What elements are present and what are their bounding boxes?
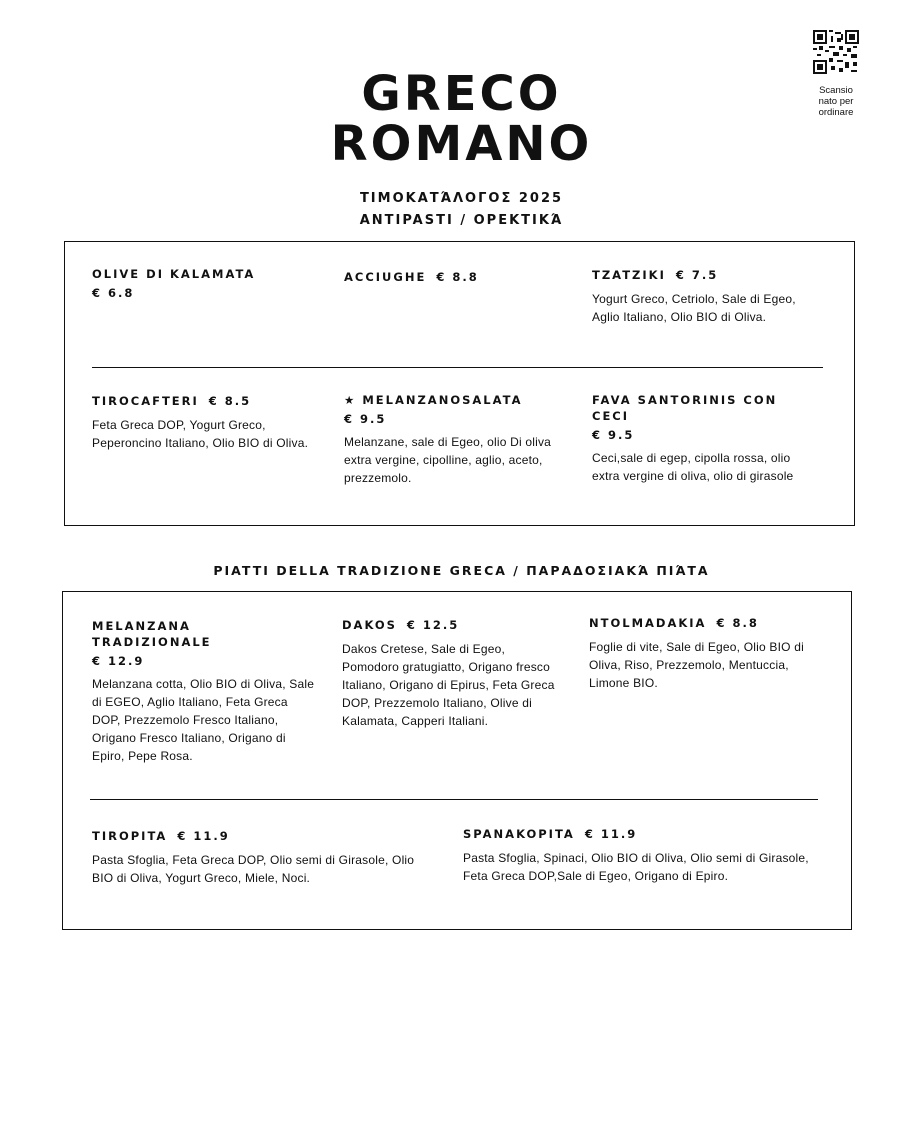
item-price: € 7.5 (675, 268, 719, 282)
menu-item-ntolmadakia[interactable] (589, 614, 814, 692)
section-title-antipasti: ANTIPASTI / ΟΡΕΚΤΙΚΆ (359, 213, 564, 228)
item-price: € 12.5 (406, 618, 460, 632)
menu-item-tiropita[interactable] (92, 827, 422, 887)
item-description: Melanzane, sale di Egeo, olio Di oliva extra vergine, cipolline, aglio, aceto, prezzemolo. (344, 435, 552, 485)
item-price: € 6.8 (92, 286, 135, 300)
item-name: DAKOS (342, 618, 397, 632)
item-name: ★ MELANZANOSALATA (344, 393, 523, 407)
item-name: TIROPITA (92, 829, 168, 843)
brand-title-line1: GRECO (361, 66, 562, 122)
menu-item-melanzana-tradizionale[interactable] (92, 618, 317, 765)
menu-item-tirocafteri[interactable] (92, 392, 322, 452)
section-divider (92, 367, 823, 368)
menu-item-tzatziki[interactable] (592, 266, 817, 326)
menu-item-olive-di-kalamata[interactable] (92, 266, 312, 301)
item-name: TZATZIKI (592, 268, 666, 282)
qr-caption-line: nato per (818, 96, 854, 107)
qr-code-icon[interactable] (813, 30, 859, 74)
item-description: Melanzana cotta, Olio BIO di Oliva, Sale di EGEO, Aglio Italiano, Feta Greca DOP, Prezzemolo Fresco Italiano, Origano Fresco Italiano, Origano di Epiro, Pepe Rosa. (92, 677, 315, 763)
item-description: Yogurt Greco, Cetriolo, Sale di Egeo, Aglio Italiano, Olio BIO di Oliva. (592, 292, 796, 324)
menu-item-spanakopita[interactable] (463, 825, 825, 885)
item-price: € 9.5 (592, 428, 635, 442)
menu-item-fava-santorinis[interactable] (592, 392, 817, 485)
item-description: Dakos Cretese, Sale di Egeo, Pomodoro gratugiatto, Origano fresco Italiano, Origano di Epirus, Feta Greca DOP, Prezzemolo Italiano, Olive di Kalamata, Capperi Italiani. (342, 642, 555, 728)
qr-caption (810, 85, 862, 118)
item-name: MELANZANA TRADIZIONALE (92, 619, 212, 649)
item-price: € 8.8 (716, 616, 759, 630)
item-name: OLIVE DI KALAMATA (92, 267, 256, 281)
item-name: SPANAKOPITA (463, 827, 575, 841)
item-price: € 8.8 (436, 270, 479, 284)
item-price: € 11.9 (584, 827, 638, 841)
item-name: FAVA SANTORINIS CON CECI (592, 393, 778, 423)
item-name: NTOLMADAKIA (589, 616, 707, 630)
item-price: € 11.9 (177, 829, 230, 843)
item-description: Feta Greca DOP, Yogurt Greco, Peperoncino Italiano, Olio BIO di Oliva. (92, 418, 309, 450)
item-name: ACCIUGHE (344, 270, 427, 284)
qr-caption-line: ordinare (818, 107, 854, 118)
menu-item-dakos[interactable] (342, 616, 564, 730)
item-name: TIROCAFTERI (92, 394, 199, 408)
item-price: € 9.5 (344, 412, 387, 426)
item-description: Pasta Sfoglia, Feta Greca DOP, Olio semi di Girasole, Olio BIO di Oliva, Yogurt Greco, Miele, Noci. (92, 853, 415, 885)
item-price: € 8.5 (208, 394, 252, 408)
item-description: Ceci,sale di egep, cipolla rossa, olio extra vergine di oliva, olio di girasole (592, 451, 794, 483)
item-description: Pasta Sfoglia, Spinaci, Olio BIO di Oliva, Olio semi di Girasole, Feta Greca DOP,Sale di Egeo, Origano di Epiro. (463, 851, 809, 883)
item-description: Foglie di vite, Sale di Egeo, Olio BIO di Oliva, Riso, Prezzemolo, Mentuccia, Limone BIO. (589, 640, 804, 690)
section-divider (90, 799, 818, 800)
brand-title-line2: ROMANO (330, 116, 593, 172)
menu-item-acciughe[interactable] (344, 268, 564, 286)
item-price: € 12.9 (92, 654, 145, 668)
menu-item-melanzanosalata[interactable] (344, 392, 559, 487)
section-title-tradizione: PIATTI DELLA TRADIZIONE GRECA / ΠΑΡΑΔΟΣΙΑΚΆ ΠΙΆΤΑ (213, 563, 710, 578)
qr-code-block[interactable] (810, 30, 862, 118)
qr-caption-line: Scansio (819, 85, 853, 96)
price-list-subtitle: ΤΙΜΟΚΑΤΆΛΟΓΟΣ 2025 (359, 191, 564, 206)
